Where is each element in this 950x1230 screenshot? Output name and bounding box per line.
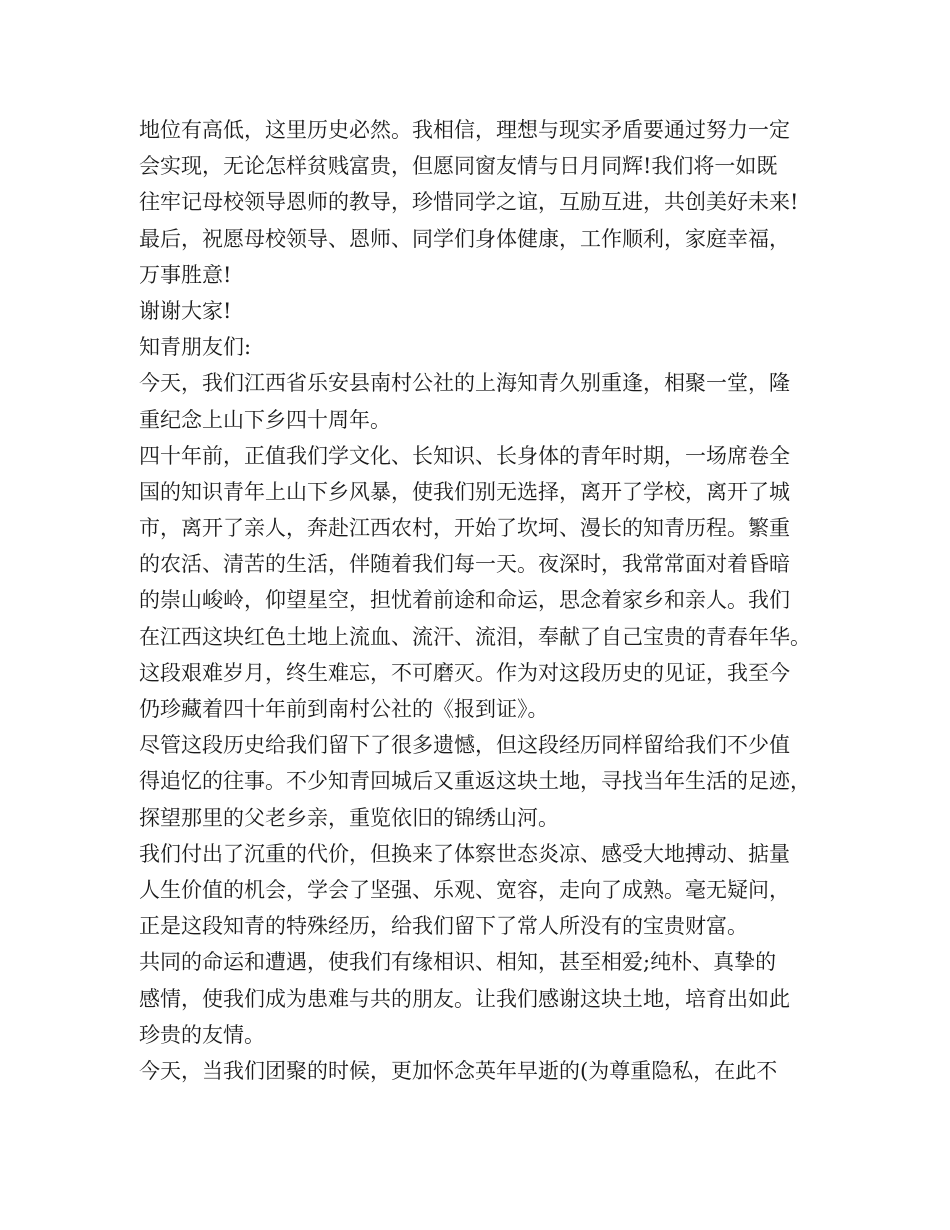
text-line: 谢谢大家! <box>139 298 232 323</box>
text-line: 在江西这块红色土地上流血、流汗、流泪，奉献了自己宝贵的青春年华。 <box>139 624 811 649</box>
text-line: 的崇山峻岭，仰望星空，担忧着前途和命运，思念着家乡和亲人。我们 <box>139 588 790 613</box>
text-line: 得追忆的往事。不少知青回城后又重返这块土地，寻找当年生活的足迹， <box>139 769 811 794</box>
text-line: 四十年前，正值我们学文化、长知识、长身体的青年时期，一场席卷全 <box>139 443 790 468</box>
text-line: 万事胜意! <box>139 262 232 287</box>
body-text <box>139 112 839 1089</box>
text-line: 我们付出了沉重的代价，但换来了体察世态炎凉、感受大地搏动、掂量 <box>139 841 790 866</box>
text-line: 今天，当我们团聚的时候，更加怀念英年早逝的(为尊重隐私，在此不 <box>139 1058 778 1083</box>
text-line: 重纪念上山下乡四十周年。 <box>139 407 391 432</box>
text-line: 正是这段知青的特殊经历，给我们留下了常人所没有的宝贵财富。 <box>139 914 748 939</box>
text-line: 这段艰难岁月，终生难忘，不可磨灭。作为对这段历史的见证，我至今 <box>139 660 790 685</box>
text-line: 最后，祝愿母校领导、恩师、同学们身体健康，工作顺利，家庭幸福， <box>139 226 790 251</box>
text-line: 珍贵的友情。 <box>139 1022 265 1047</box>
text-line: 的农活、清苦的生活，伴随着我们每一天。夜深时，我常常面对着昏暗 <box>139 552 790 577</box>
text-line: 市，离开了亲人，奔赴江西农村，开始了坎坷、漫长的知青历程。繁重 <box>139 516 790 541</box>
text-line: 共同的命运和遭遇，使我们有缘相识、相知，甚至相爱;纯朴、真挚的 <box>139 950 777 975</box>
salutation: 知青朋友们: <box>139 335 252 360</box>
text-line: 人生价值的机会，学会了坚强、乐观、宽容，走向了成熟。毫无疑问， <box>139 877 790 902</box>
text-line: 国的知识青年上山下乡风暴，使我们别无选择，离开了学校，离开了城 <box>139 479 790 504</box>
text-line: 探望那里的父老乡亲，重览依旧的锦绣山河。 <box>139 805 559 830</box>
text-line: 地位有高低，这里历史必然。我相信，理想与现实矛盾要通过努力一定 <box>139 118 790 142</box>
text-line: 往牢记母校领导恩师的教导，珍惜同学之谊，互励互进，共创美好未来! <box>139 190 799 215</box>
text-line: 会实现，无论怎样贫贱富贵，但愿同窗友情与日月同辉!我们将一如既 <box>139 154 778 179</box>
text-line: 今天，我们江西省乐安县南村公社的上海知青久别重逢，相聚一堂，隆 <box>139 371 790 396</box>
text-line: 仍珍藏着四十年前到南村公社的《报到证》。 <box>139 697 549 721</box>
text-line: 尽管这段历史给我们留下了很多遗憾，但这段经历同样留给我们不少值 <box>139 733 790 758</box>
text-line: 感情，使我们成为患难与共的朋友。让我们感谢这块土地，培育出如此 <box>139 986 790 1011</box>
